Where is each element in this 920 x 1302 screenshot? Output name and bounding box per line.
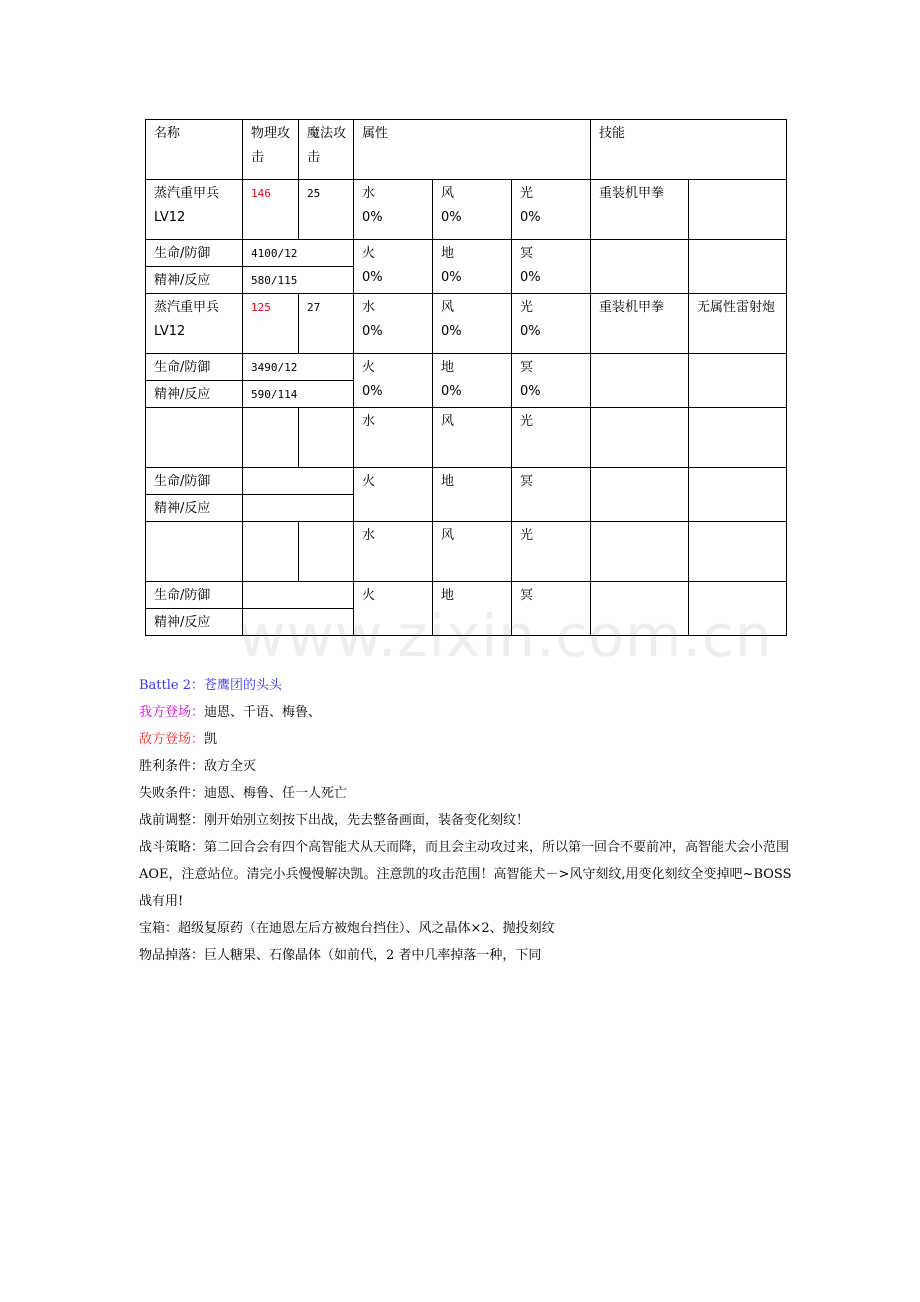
header-attributes: 属性 <box>354 120 591 180</box>
skill-2: 无属性雷射炮 <box>689 294 787 354</box>
table-row <box>146 522 787 582</box>
empty-cell <box>591 354 689 408</box>
attr-water: 水 <box>354 522 433 582</box>
enemy-units-label: 敌方登场： <box>139 732 205 747</box>
our-units-label: 我方登场： <box>139 705 205 720</box>
empty-cell <box>689 468 787 522</box>
attr-label: 冥 <box>520 246 534 261</box>
header-physical-attack: 物理攻击 <box>243 120 299 180</box>
battle-notes <box>139 672 799 969</box>
physical-attack-value: 146 <box>243 180 299 240</box>
skill-1: 重装机甲拳 <box>591 294 689 354</box>
attr-value: 0% <box>520 270 541 285</box>
physical-attack-value: 125 <box>243 294 299 354</box>
attr-fire <box>354 240 433 294</box>
label-hp-def: 生命/防御 <box>146 468 243 495</box>
label-hp-def: 生命/防御 <box>146 354 243 381</box>
empty-cell <box>299 522 354 582</box>
attr-light: 光 <box>512 522 591 582</box>
attr-wind: 风 <box>433 522 512 582</box>
prep-note: 战前调整：刚开始别立刻按下出战，先去整备画面，装备变化刻纹！ <box>139 813 530 828</box>
empty-cell <box>591 408 689 468</box>
hp-def-value: 4100/12 <box>243 240 354 267</box>
watermark: www.zixin.com.cn <box>238 602 773 670</box>
attr-dark: 冥 <box>512 468 591 522</box>
empty-cell <box>591 468 689 522</box>
chest-note: 宝箱：超级复原药（在迪恩左后方被炮台挡住）、风之晶体×2、抛投刻纹 <box>139 921 555 936</box>
empty-cell <box>689 582 787 636</box>
label-hp-def: 生命/防御 <box>146 240 243 267</box>
attr-wind: 风 <box>433 408 512 468</box>
empty-cell <box>689 354 787 408</box>
attr-value: 0% <box>362 384 383 399</box>
empty-cell <box>243 609 354 636</box>
empty-cell <box>146 408 243 468</box>
attr-earth <box>433 240 512 294</box>
empty-cell <box>591 582 689 636</box>
table-row <box>146 468 787 495</box>
attr-fire: 火 <box>354 468 433 522</box>
enemy-name-cell <box>146 180 243 240</box>
skill-2 <box>689 180 787 240</box>
empty-cell <box>591 240 689 294</box>
table-row <box>146 180 787 240</box>
spirit-react-value: 590/114 <box>243 381 354 408</box>
attr-value: 0% <box>441 384 462 399</box>
enemy-units-value: 凯 <box>204 732 218 747</box>
attr-earth: 地 <box>433 582 512 636</box>
empty-cell <box>243 582 354 609</box>
attr-label: 水 <box>362 186 376 201</box>
attr-dark <box>512 354 591 408</box>
attr-label: 光 <box>520 186 534 201</box>
attr-light: 光 <box>512 408 591 468</box>
attr-value: 0% <box>441 210 462 225</box>
empty-cell <box>243 495 354 522</box>
enemy-level: LV12 <box>154 210 186 225</box>
attr-fire <box>354 354 433 408</box>
enemy-stats-table <box>145 119 787 636</box>
label-hp-def: 生命/防御 <box>146 582 243 609</box>
attr-water <box>354 180 433 240</box>
attr-dark: 冥 <box>512 582 591 636</box>
empty-cell <box>689 522 787 582</box>
attr-value: 0% <box>362 210 383 225</box>
empty-cell <box>243 468 354 495</box>
attr-label: 风 <box>441 300 455 315</box>
attr-value: 0% <box>520 210 541 225</box>
attr-value: 0% <box>520 324 541 339</box>
magic-attack-value: 25 <box>299 180 354 240</box>
attr-earth: 地 <box>433 468 512 522</box>
attr-water: 水 <box>354 408 433 468</box>
attr-wind <box>433 180 512 240</box>
attr-label: 光 <box>520 300 534 315</box>
attr-light <box>512 180 591 240</box>
header-skills: 技能 <box>591 120 787 180</box>
our-units-value: 迪恩、千语、梅鲁、 <box>204 705 322 720</box>
enemy-name-cell <box>146 294 243 354</box>
empty-cell <box>243 522 299 582</box>
attr-value: 0% <box>441 270 462 285</box>
attr-label: 地 <box>441 246 455 261</box>
empty-cell <box>243 408 299 468</box>
label-spirit-react: 精神/反应 <box>146 381 243 408</box>
our-units-line <box>139 699 799 726</box>
attr-label: 风 <box>441 186 455 201</box>
skill-1: 重装机甲拳 <box>591 180 689 240</box>
empty-cell <box>146 522 243 582</box>
empty-cell <box>591 522 689 582</box>
victory-condition: 胜利条件：敌方全灭 <box>139 759 257 774</box>
table-row <box>146 408 787 468</box>
enemy-units-line <box>139 726 799 753</box>
header-magic-attack: 魔法攻击 <box>299 120 354 180</box>
attr-value: 0% <box>362 270 383 285</box>
table-row <box>146 354 787 381</box>
header-name: 名称 <box>146 120 243 180</box>
enemy-name: 蒸汽重甲兵 <box>154 300 220 315</box>
table-header-row <box>146 120 787 180</box>
attr-fire: 火 <box>354 582 433 636</box>
table-row <box>146 582 787 609</box>
battle-title: Battle 2：苍鹰团的头头 <box>139 678 283 693</box>
enemy-level: LV12 <box>154 324 186 339</box>
attr-earth <box>433 354 512 408</box>
attr-label: 火 <box>362 360 376 375</box>
attr-value: 0% <box>520 384 541 399</box>
empty-cell <box>689 408 787 468</box>
spirit-react-value: 580/115 <box>243 267 354 294</box>
drops-note: 物品掉落：巨人糖果、石像晶体（如前代，2 者中几率掉落一种，下同 <box>139 948 542 963</box>
defeat-condition: 失败条件：迪恩、梅鲁、任一人死亡 <box>139 786 348 801</box>
attr-water <box>354 294 433 354</box>
hp-def-value: 3490/12 <box>243 354 354 381</box>
attr-wind <box>433 294 512 354</box>
attr-dark <box>512 240 591 294</box>
empty-cell <box>689 240 787 294</box>
label-spirit-react: 精神/反应 <box>146 495 243 522</box>
table-row <box>146 294 787 354</box>
label-spirit-react: 精神/反应 <box>146 267 243 294</box>
attr-label: 地 <box>441 360 455 375</box>
attr-label: 水 <box>362 300 376 315</box>
enemy-name: 蒸汽重甲兵 <box>154 186 220 201</box>
empty-cell <box>299 408 354 468</box>
attr-light <box>512 294 591 354</box>
attr-label: 火 <box>362 246 376 261</box>
attr-label: 冥 <box>520 360 534 375</box>
strategy-note: 战斗策略：第二回合会有四个高智能犬从天而降，而且会主动攻过来，所以第一回合不要前冲，高智能犬会小范围 AOE，注意站位。清完小兵慢慢解决凯。注意凯的攻击范围！高智能犬－>风守刻纹,用变化刻纹全变掉吧~BOSS 战有用! <box>139 840 792 909</box>
attr-value: 0% <box>362 324 383 339</box>
table-row <box>146 240 787 267</box>
attr-value: 0% <box>441 324 462 339</box>
label-spirit-react: 精神/反应 <box>146 609 243 636</box>
magic-attack-value: 27 <box>299 294 354 354</box>
